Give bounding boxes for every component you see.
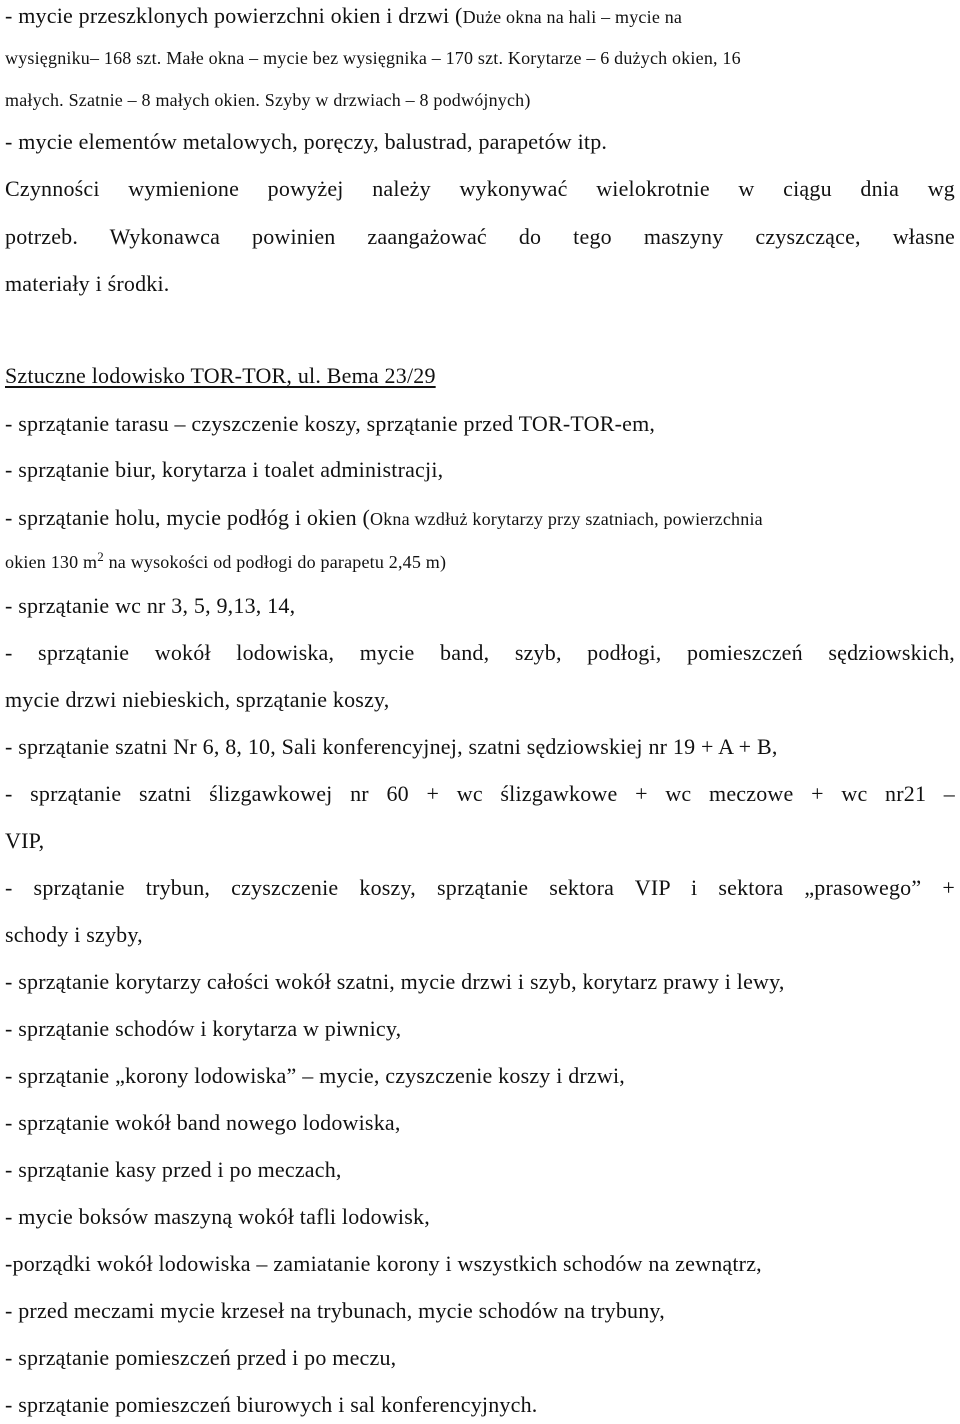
list-item: - przed meczami mycie krzeseł na trybunach, mycie schodów na trybuny, bbox=[5, 1298, 665, 1323]
list-item: - sprzątanie schodów i korytarza w piwnicy, bbox=[5, 1016, 402, 1041]
list-item-continuation bbox=[5, 548, 446, 576]
list-item: - mycie boksów maszyną wokół tafli lodowisk, bbox=[5, 1204, 430, 1229]
list-item: - sprzątanie trybun, czyszczenie koszy, sprzątanie sektora VIP i sektora „prasowego” + bbox=[5, 875, 955, 900]
windows-line-6: potrzeb. Wykonawca powinien zaangażować do tego maszyny czyszczące, własne bbox=[5, 224, 955, 249]
text: - mycie przeszklonych powierzchni okien i drzwi ( bbox=[5, 3, 463, 28]
superscript: 2 bbox=[97, 549, 104, 564]
list-item: - sprzątanie szatni Nr 6, 8, 10, Sali konferencyjnej, szatni sędziowskiej nr 19 + A + B, bbox=[5, 734, 778, 759]
list-item: - sprzątanie „korony lodowiska” – mycie, czyszczenie koszy i drzwi, bbox=[5, 1063, 626, 1088]
list-item: - sprzątanie wokół lodowiska, mycie band, szyb, podłogi, pomieszczeń sędziowskich, bbox=[5, 640, 955, 665]
windows-line-7: materiały i środki. bbox=[5, 271, 170, 296]
list-item: - sprzątanie szatni ślizgawkowej nr 60 + wc ślizgawkowe + wc meczowe + wc nr21 – bbox=[5, 781, 955, 806]
text: okien 130 m bbox=[5, 552, 98, 572]
windows-line-4: - mycie elementów metalowych, poręczy, balustrad, parapetów itp. bbox=[5, 129, 608, 154]
text: na wysokości od podłogi do parapetu 2,45 m) bbox=[103, 552, 447, 572]
list-item: -porządki wokół lodowiska – zamiatanie korony i wszystkich schodów na zewnątrz, bbox=[5, 1251, 762, 1276]
windows-line-3: małych. Szatnie – 8 małych okien. Szyby w drzwiach – 8 podwójnych) bbox=[5, 90, 531, 110]
list-item: - sprzątanie kasy przed i po meczach, bbox=[5, 1157, 342, 1182]
windows-line-2: wysięgniku– 168 szt. Małe okna – mycie bez wysięgnika – 170 szt. Korytarze – 6 dużych okien, 16 bbox=[5, 48, 741, 68]
text-small: Okna wzdłuż korytarzy przy szatniach, powierzchnia bbox=[370, 509, 763, 529]
list-item: - sprzątanie biur, korytarza i toalet administracji, bbox=[5, 457, 444, 482]
list-item-continuation: VIP, bbox=[5, 828, 45, 853]
windows-line-1 bbox=[5, 2, 682, 31]
list-item: - sprzątanie pomieszczeń przed i po meczu, bbox=[5, 1345, 397, 1370]
text-small: Duże okna na hali – mycie na bbox=[462, 7, 683, 27]
list-item: - sprzątanie wc nr 3, 5, 9,13, 14, bbox=[5, 593, 296, 618]
list-item-continuation: mycie drzwi niebieskich, sprzątanie koszy, bbox=[5, 687, 390, 712]
section-heading: Sztuczne lodowisko TOR-TOR, ul. Bema 23/29 bbox=[5, 363, 436, 388]
list-item: - sprzątanie tarasu – czyszczenie koszy, sprzątanie przed TOR-TOR-em, bbox=[5, 411, 656, 436]
list-item: - sprzątanie korytarzy całości wokół szatni, mycie drzwi i szyb, korytarz prawy i lewy, bbox=[5, 969, 785, 994]
text: - sprzątanie holu, mycie podłóg i okien ( bbox=[5, 505, 370, 530]
list-item: - sprzątanie wokół band nowego lodowiska, bbox=[5, 1110, 401, 1135]
windows-line-5: Czynności wymienione powyżej należy wykonywać wielokrotnie w ciągu dnia wg bbox=[5, 176, 955, 201]
list-item-continuation: schody i szyby, bbox=[5, 922, 143, 947]
list-item: - sprzątanie pomieszczeń biurowych i sal konferencyjnych. bbox=[5, 1392, 538, 1417]
list-item bbox=[5, 504, 763, 533]
